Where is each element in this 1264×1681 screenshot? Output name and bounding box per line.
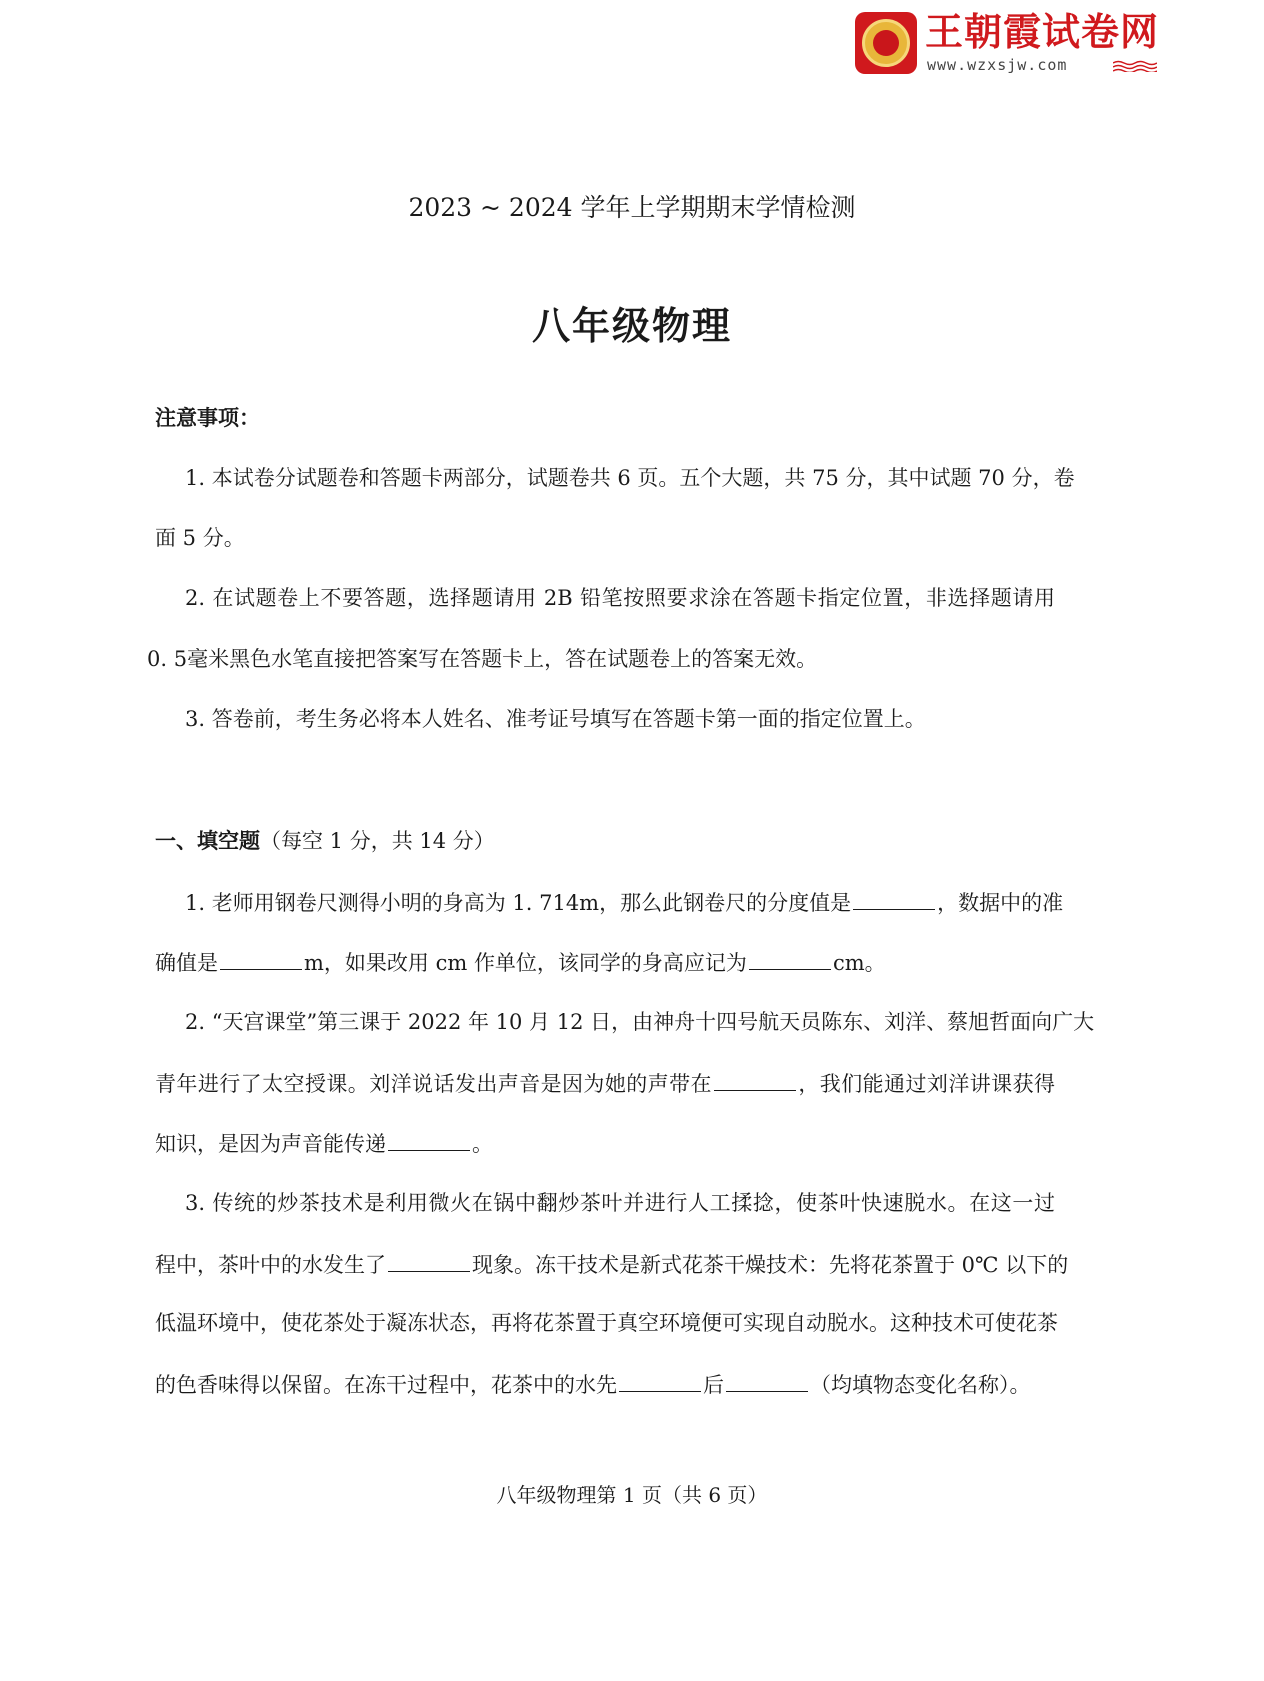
site-logo	[855, 10, 1165, 76]
notice-item-2-line-1: 2. 在试题卷上不要答题，选择题请用 2B 铅笔按照要求涂在答题卡指定位置，非选择题请用	[185, 586, 1055, 610]
question-3-text-d: 后	[703, 1373, 724, 1397]
question-2-line-2	[155, 1066, 1055, 1100]
wzx-seal-icon	[855, 12, 917, 74]
answer-blank[interactable]	[714, 1066, 796, 1091]
answer-blank[interactable]	[853, 885, 935, 910]
notice-item-1-line-2: 面 5 分。	[155, 526, 245, 550]
section-1-title: 一、填空题	[155, 828, 260, 853]
section-1-note: （每空 1 分，共 14 分）	[260, 829, 495, 853]
question-2-text-a: 青年进行了太空授课。刘洋说话发出声音是因为她的声带在	[155, 1072, 712, 1096]
answer-blank[interactable]	[220, 945, 302, 970]
question-3-text-b: 现象。冻干技术是新式花茶干燥技术：先将花茶置于 0℃ 以下的	[472, 1253, 1069, 1277]
question-3-line-3: 低温环境中，使花茶处于凝冻状态，再将花茶置于真空环境便可实现自动脱水。这种技术可使花茶	[155, 1311, 1058, 1335]
question-3-line-2	[155, 1247, 1069, 1281]
answer-blank[interactable]	[388, 1247, 470, 1272]
notice-heading: 注意事项：	[155, 405, 260, 430]
notice-item-3: 3. 答卷前，考生务必将本人姓名、准考证号填写在答题卡第一面的指定位置上。	[185, 707, 926, 731]
question-1-text-d: m，如果改用 cm 作单位，该同学的身高应记为	[304, 951, 747, 975]
exam-period-title: 2023 ~ 2024 学年上学期期末学情检测	[408, 193, 856, 222]
question-1-line-2	[155, 945, 1055, 979]
question-2-text-c: 知识，是因为声音能传递	[155, 1132, 386, 1156]
question-2-text-b: ，我们能通过刘洋讲课获得	[797, 1072, 1056, 1096]
question-1-text-a: 1. 老师用钢卷尺测得小明的身高为 1. 714m，那么此钢卷尺的分度值是	[185, 891, 852, 915]
notice-item-2-line-2: 0. 5毫米黑色水笔直接把答案写在答题卡上，答在试题卷上的答案无效。	[147, 647, 818, 671]
question-1-text-c: 确值是	[155, 951, 218, 975]
exam-subject-title: 八年级物理	[531, 303, 732, 348]
section-1-header	[155, 825, 1055, 857]
page-footer: 八年级物理第 1 页（共 6 页）	[496, 1483, 768, 1507]
question-3-text-c: 的色香味得以保留。在冻干过程中，花茶中的水先	[155, 1373, 617, 1397]
question-3-text-a: 程中，茶叶中的水发生了	[155, 1253, 386, 1277]
answer-blank[interactable]	[388, 1126, 470, 1151]
question-2-text-d: 。	[472, 1132, 493, 1156]
question-3-line-1: 3. 传统的炒茶技术是利用微火在锅中翻炒茶叶并进行人工揉捻，使茶叶快速脱水。在这一过	[185, 1191, 1055, 1215]
question-1-line-1	[185, 885, 1064, 919]
question-3-text-e: （均填物态变化名称）。	[810, 1373, 1031, 1397]
answer-blank[interactable]	[749, 945, 831, 970]
question-2-line-1: 2. “天宫课堂”第三课于 2022 年 10 月 12 日，由神舟十四号航天员陈东、刘洋、蔡旭哲面向广大	[185, 1010, 1095, 1034]
question-2-line-3	[155, 1126, 1055, 1160]
notice-item-1-line-1: 1. 本试卷分试题卷和答题卡两部分，试题卷共 6 页。五个大题，共 75 分，其中试题 70 分，卷	[185, 466, 1075, 490]
answer-blank[interactable]	[619, 1367, 701, 1392]
question-1-text-e: cm。	[832, 951, 886, 975]
answer-blank[interactable]	[726, 1367, 808, 1392]
logo-name: 王朝霞试卷网	[925, 10, 1160, 54]
question-3-line-4	[155, 1367, 1055, 1401]
waves-icon	[1113, 60, 1157, 72]
logo-url: www.wzxsjw.com	[927, 56, 1068, 74]
question-1-text-b: ，数据中的准	[937, 891, 1064, 915]
